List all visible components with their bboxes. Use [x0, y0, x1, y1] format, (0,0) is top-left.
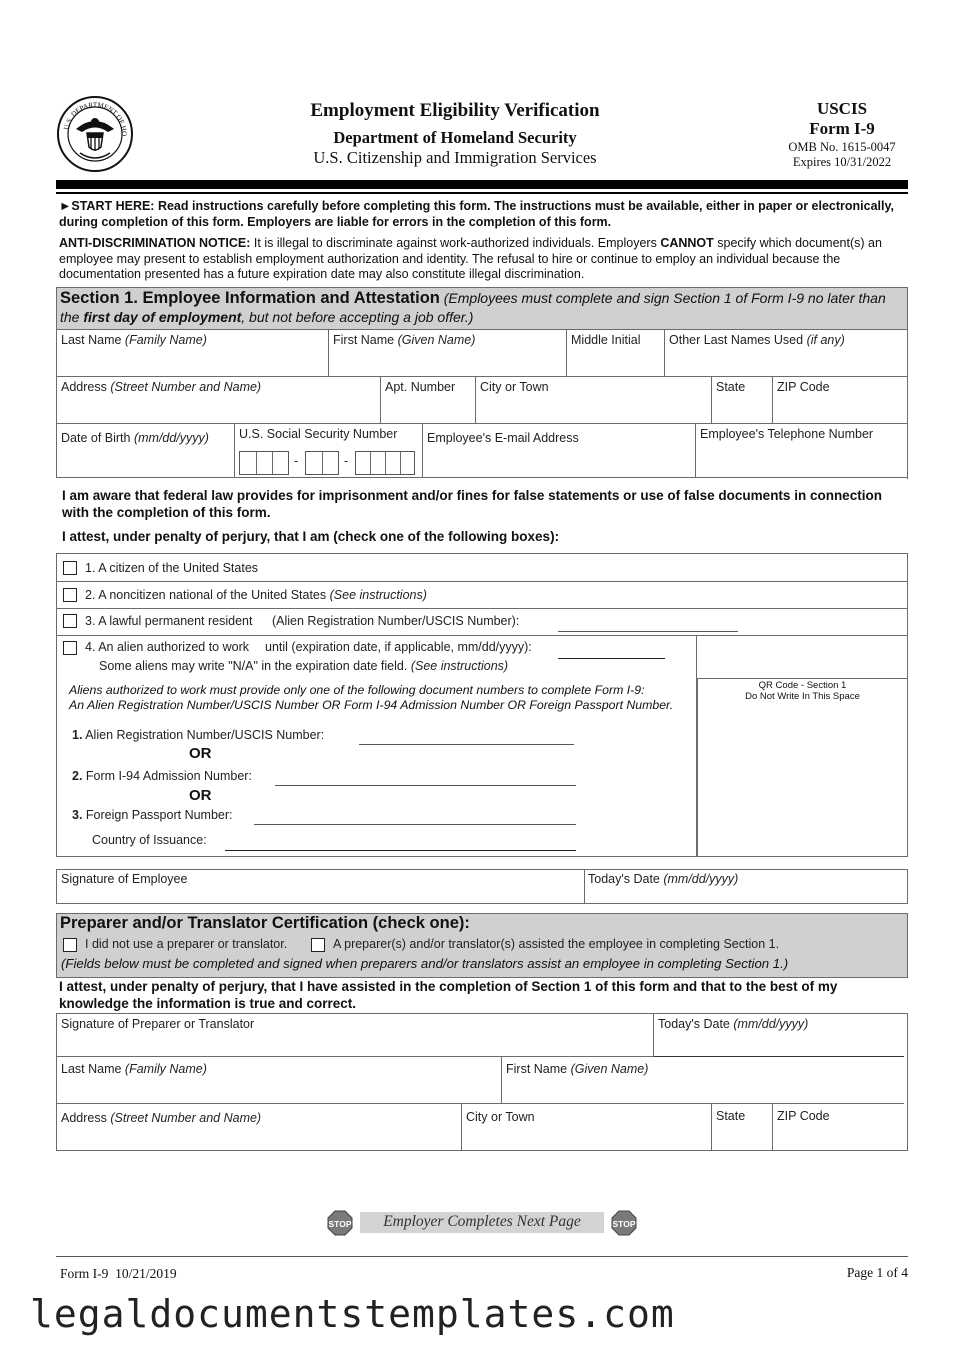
citizen-label: 1. A citizen of the United States: [85, 561, 259, 575]
preparer-city-label: City or Town: [466, 1110, 535, 1124]
dob-label: Date of Birth (mm/dd/yyyy): [61, 431, 209, 445]
doc2-line[interactable]: [275, 785, 576, 786]
alien-expiration-line[interactable]: [558, 658, 665, 659]
country-label: Country of Issuance:: [92, 833, 207, 847]
phone-label: Employee's Telephone Number: [700, 427, 874, 441]
preparer-signature-label: Signature of Preparer or Translator: [61, 1017, 255, 1031]
first-name-field[interactable]: [328, 330, 566, 377]
anti-text-2: specify which document(s) an employee may present to establish employment authorization and identity. The refusal to hire or continue to employ an individual because the documentation presented has a future expiration date may also constitute illegal discrimination.: [59, 236, 882, 281]
footer-form-id: Form I-9 10/21/2019: [60, 1266, 177, 1281]
stop-icon-left: [327, 1210, 353, 1236]
stop-icon-right: [611, 1210, 637, 1236]
preparer-grid: [56, 1013, 908, 1151]
agency-short: USCIS: [816, 99, 868, 118]
no-preparer-checkbox[interactable]: [63, 938, 77, 952]
email-field[interactable]: [422, 424, 695, 478]
doc1-label: 1. Alien Registration Number/USCIS Number:: [72, 728, 325, 742]
middle-initial-field[interactable]: [566, 330, 664, 377]
preparer-state-field[interactable]: [711, 1104, 772, 1151]
ssn-dash-1: -: [294, 454, 299, 468]
first-name-label: First Name (Given Name): [333, 333, 476, 347]
qr-label-1: QR Code - Section 1: [758, 680, 847, 691]
anti-label: ANTI-DISCRIMINATION NOTICE:: [59, 236, 251, 250]
ssn-box-1[interactable]: [239, 451, 289, 475]
header-rule: [56, 180, 908, 189]
noncitizen-national-label: 2. A noncitizen national of the United States (See instructions): [85, 588, 427, 602]
attest-statement: I attest, under penalty of perjury, that I am (check one of the following boxes):: [62, 529, 560, 544]
aliens-instruction-1: Aliens authorized to work must provide only one of the following document numbers to complete Form I-9:: [69, 683, 645, 697]
or-label-1: OR: [189, 745, 212, 762]
doc1-line[interactable]: [359, 744, 574, 745]
zip-label: ZIP Code: [777, 380, 830, 394]
other-names-field[interactable]: [664, 330, 907, 377]
watermark: legaldocumentstemplates.com: [30, 1292, 675, 1336]
ssn-dash-2: -: [344, 454, 349, 468]
doc3-line[interactable]: [254, 824, 576, 825]
last-name-field[interactable]: [56, 330, 328, 377]
state-field[interactable]: [711, 377, 772, 424]
permanent-resident-label: 3. A lawful permanent resident: [85, 614, 253, 628]
alien-note: Some aliens may write "N/A" in the expiration date field. (See instructions): [99, 659, 509, 673]
permanent-resident-checkbox[interactable]: [63, 614, 77, 628]
email-label: Employee's E-mail Address: [427, 431, 579, 445]
qr-label-2: Do Not Write In This Space: [745, 691, 860, 702]
anti-cannot: CANNOT: [660, 236, 714, 250]
employee-date-label: Today's Date (mm/dd/yyyy): [588, 872, 739, 886]
doc3-label: 3. Foreign Passport Number:: [72, 808, 233, 822]
permanent-resident-number-label: (Alien Registration Number/USCIS Number):: [272, 614, 520, 628]
section1-title: Section 1. Employee Information and Attestation: [60, 289, 440, 307]
preparer-title: Preparer and/or Translator Certification (check one):: [60, 914, 470, 932]
form-title: Employment Eligibility Verification: [310, 100, 600, 121]
section1-sub-2: , but not before accepting a job offer.): [241, 309, 474, 325]
doc2-label: 2. Form I-94 Admission Number:: [72, 769, 252, 783]
preparer-first-name-field[interactable]: [501, 1057, 904, 1104]
employee-signature-label: Signature of Employee: [61, 872, 188, 886]
preparer-address-field[interactable]: [56, 1104, 461, 1151]
department: Department of Homeland Security: [333, 128, 577, 147]
preparer-date-label: Today's Date (mm/dd/yyyy): [658, 1017, 809, 1031]
agency: U.S. Citizenship and Immigration Services: [313, 148, 597, 167]
dhs-seal: [56, 95, 134, 173]
preparer-note: (Fields below must be completed and signed when preparers and/or translators assist an employee in completing Section 1.): [61, 956, 789, 971]
address-field[interactable]: [56, 377, 380, 424]
country-line[interactable]: [225, 850, 576, 851]
preparer-date-field[interactable]: [653, 1014, 904, 1057]
section1-sub-bold: first day of employment: [83, 309, 242, 325]
footer-page-number: Page 1 of 4: [846, 1265, 908, 1280]
or-label-2: OR: [189, 787, 212, 804]
address-label: Address (Street Number and Name): [61, 380, 262, 394]
svg-text:STOP: STOP: [612, 1219, 636, 1229]
dob-field[interactable]: [56, 424, 234, 478]
alien-expiration-label: until (expiration date, if applicable, mm/dd/yyyy):: [265, 640, 532, 654]
section1-sub-1: (Employees must complete and sign Section 1 of Form I-9 no later than the: [60, 290, 886, 325]
anti-discrimination-notice: [59, 236, 899, 283]
ssn-field: [234, 424, 422, 478]
apt-number-field[interactable]: [380, 377, 475, 424]
omb-number: OMB No. 1615-0047: [788, 140, 896, 154]
preparer-zip-label: ZIP Code: [777, 1109, 830, 1123]
preparer-first-name-label: First Name (Given Name): [506, 1062, 649, 1076]
preparer-signature-field[interactable]: [56, 1014, 653, 1057]
ssn-label: U.S. Social Security Number: [239, 427, 398, 441]
last-name-label: Last Name (Family Name): [61, 333, 207, 347]
citizen-checkbox[interactable]: [63, 561, 77, 575]
preparer-zip-field[interactable]: [772, 1104, 907, 1151]
anti-text-1: It is illegal to discriminate against work-authorized individuals. Employers: [250, 236, 661, 250]
alien-authorized-checkbox[interactable]: [63, 641, 77, 655]
ssn-box-2[interactable]: [305, 451, 339, 475]
city-field[interactable]: [475, 377, 711, 424]
aliens-instruction-2: An Alien Registration Number/USCIS Number OR Form I-94 Admission Number OR Foreign Passport Number.: [69, 698, 674, 712]
middle-initial-label: Middle Initial: [571, 333, 641, 347]
preparer-assisted-checkbox[interactable]: [311, 938, 325, 952]
other-names-label: Other Last Names Used (if any): [669, 333, 845, 347]
header-rule-thin: [56, 192, 908, 194]
city-label: City or Town: [480, 380, 549, 394]
noncitizen-national-checkbox[interactable]: [63, 588, 77, 602]
preparer-assisted-label: A preparer(s) and/or translator(s) assisted the employee in completing Section 1.: [333, 937, 780, 951]
form-name: Form I-9: [809, 119, 875, 138]
ssn-box-3[interactable]: [355, 451, 415, 475]
preparer-state-label: State: [716, 1109, 746, 1123]
preparer-address-label: Address (Street Number and Name): [61, 1111, 262, 1125]
preparer-attest: I attest, under penalty of perjury, that I have assisted in the completion of Section 1 of this form and that to the best of my knowledge the information is true and correct.: [59, 979, 838, 1011]
start-here-notice: ►START HERE: Read instructions carefully before completing this form. The instructions must be available, either in paper or electronically, during completion of this form. Employers are liable for errors in the completion of this form.: [59, 199, 894, 229]
state-label: State: [716, 380, 746, 394]
svg-text:STOP: STOP: [328, 1219, 352, 1229]
zip-field[interactable]: [772, 377, 907, 424]
permanent-resident-number-line[interactable]: [558, 631, 738, 632]
seal-text: U.S. DEPARTMENT OF HO: [62, 100, 129, 137]
no-preparer-label: I did not use a preparer or translator.: [85, 937, 288, 951]
apt-number-label: Apt. Number: [385, 380, 456, 394]
preparer-last-name-label: Last Name (Family Name): [61, 1062, 207, 1076]
qr-code-box: [697, 678, 908, 857]
expiration: Expires 10/31/2022: [792, 155, 892, 169]
section1-header: [56, 287, 908, 330]
phone-field[interactable]: [695, 424, 907, 478]
footer-rule: [56, 1256, 908, 1257]
alien-authorized-label: 4. An alien authorized to work: [85, 640, 249, 654]
section1-grid: [56, 330, 908, 479]
awareness-statement: I am aware that federal law provides for imprisonment and/or fines for false statements or use of false documents in connection with the completion of this form.: [62, 488, 882, 520]
employer-next-page-banner: Employer Completes Next Page: [360, 1212, 604, 1233]
preparer-city-field[interactable]: [461, 1104, 711, 1151]
preparer-last-name-field[interactable]: [56, 1057, 501, 1104]
